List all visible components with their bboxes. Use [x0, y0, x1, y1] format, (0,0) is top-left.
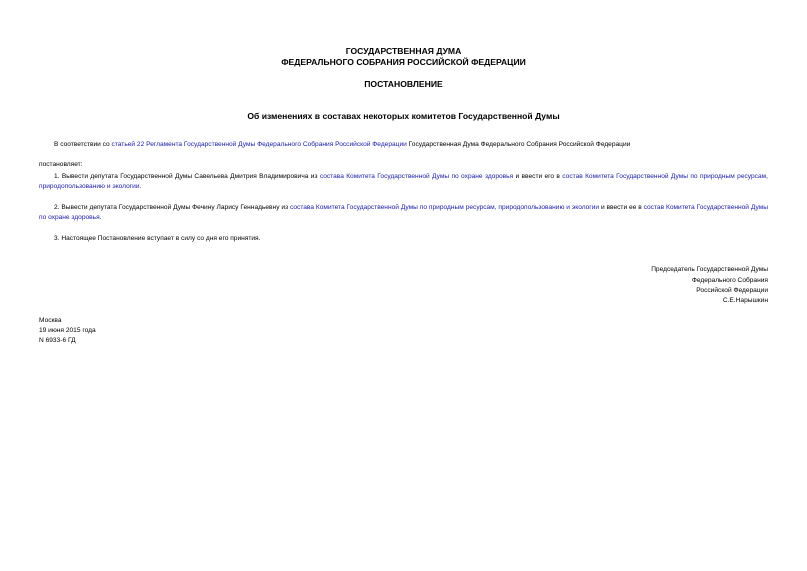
signature-line-1: Председатель Государственной Думы — [651, 266, 768, 273]
health-committee-link-2[interactable]: состав Комитета Государственной Думы по охране здоровья — [39, 204, 768, 221]
item-1-text-a: 1. Вывести депутата Государственной Думы Савельева Дмитрия Владимировича из — [54, 173, 320, 180]
footer-date: 19 июня 2015 года — [39, 327, 96, 334]
item-2-text-c: . — [99, 214, 102, 221]
header-line-2: ФЕДЕРАЛЬНОГО СОБРАНИЯ РОССИЙСКОЙ ФЕДЕРАЦИИ — [281, 57, 526, 67]
resolves-label: постановляет: — [39, 161, 83, 168]
preamble — [54, 140, 630, 150]
header-line-1: ГОСУДАРСТВЕННАЯ ДУМА — [345, 46, 462, 56]
footer-number: N 6933-6 ГД — [39, 337, 76, 344]
item-2-text-b: и ввести ее в — [599, 204, 644, 211]
item-2 — [39, 203, 768, 223]
preamble-suffix: Государственная Дума Федерального Собрания Российской Федерации — [406, 141, 631, 148]
item-1-text-b: и ввести его в — [513, 173, 563, 180]
natural-resources-committee-link[interactable]: состав Комитета Государственной Думы по природным ресурсам, природопользованию и экологии — [39, 173, 769, 190]
document-title: Об изменениях в составах некоторых комитетов Государственной Думы — [247, 111, 560, 121]
document-type: ПОСТАНОВЛЕНИЕ — [364, 79, 443, 89]
signature-line-3: Российской Федерации — [696, 287, 768, 294]
signature-name: С.Е.Нарышкин — [722, 297, 768, 304]
item-3: 3. Настоящее Постановление вступает в силу со дня его принятия. — [54, 235, 261, 242]
signature-line-2: Федерального Собрания — [691, 277, 768, 284]
preamble-prefix: В соответствии со — [54, 141, 112, 148]
item-2-text-a: 2. Вывести депутата Государственной Думы Фечину Ларису Геннадьевну из — [54, 204, 290, 211]
natural-resources-committee-link-2[interactable]: состава Комитета Государственной Думы по природным ресурсам, природопользованию и экологии — [289, 204, 600, 211]
item-1-text-c: . — [139, 183, 142, 190]
regulation-article-link[interactable]: статьей 22 Регламента Государственной Думы Федерального Собрания Российской Федерации — [111, 141, 407, 148]
health-committee-link[interactable]: состава Комитета Государственной Думы по охране здоровья — [319, 173, 514, 180]
footer-city: Москва — [39, 317, 62, 324]
item-1 — [39, 172, 768, 192]
